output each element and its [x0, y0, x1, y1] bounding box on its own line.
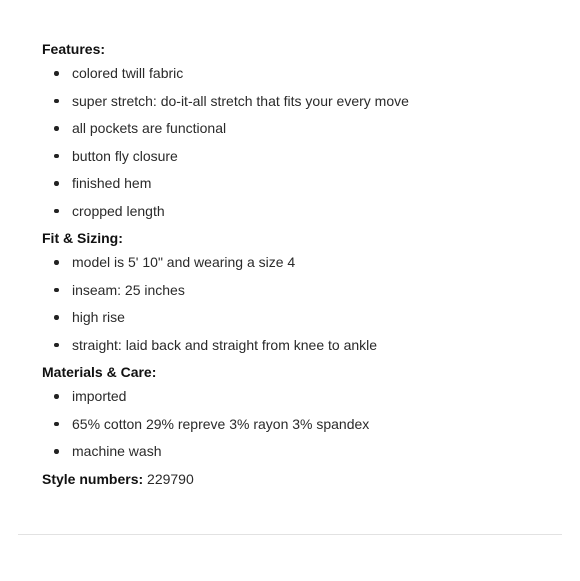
materials-care-list	[42, 387, 562, 460]
list-item-text: cropped length	[72, 202, 165, 219]
list-item-text: imported	[72, 388, 127, 404]
fit-sizing-heading: Fit & Sizing:	[42, 230, 123, 246]
list-item	[42, 174, 562, 192]
list-item	[42, 202, 562, 220]
list-item	[42, 308, 562, 326]
bullet-icon	[54, 126, 59, 131]
list-item	[42, 147, 562, 165]
bullet-icon	[54, 422, 59, 427]
bullet-icon	[54, 71, 59, 76]
bullet-icon	[54, 343, 59, 348]
list-item-text: all pockets are functional	[72, 120, 227, 136]
list-item-text: button fly closure	[72, 147, 178, 164]
bullet-icon	[54, 181, 59, 186]
style-numbers-value: 229790	[147, 470, 194, 487]
list-item	[42, 64, 562, 82]
fit-sizing-list	[42, 253, 562, 354]
list-item-text: machine wash	[72, 443, 162, 459]
list-item-text: model is 5' 10" and wearing a size 4	[72, 254, 296, 270]
bullet-icon	[54, 99, 59, 104]
list-item	[42, 119, 562, 137]
style-numbers	[42, 470, 562, 488]
list-item-text: inseam: 25 inches	[72, 281, 185, 298]
features-list	[42, 64, 562, 220]
bullet-icon	[54, 315, 59, 320]
list-item	[42, 387, 562, 405]
bullet-icon	[54, 209, 59, 214]
list-item	[42, 281, 562, 299]
list-item	[42, 336, 562, 354]
list-item-text: 65% cotton 29% repreve 3% rayon 3% spandex	[72, 415, 370, 432]
list-item-text: straight: laid back and straight from knee to ankle	[72, 336, 378, 353]
list-item-text: finished hem	[72, 175, 152, 191]
product-details	[42, 36, 562, 488]
style-numbers-label: Style numbers:	[42, 470, 144, 487]
features-heading: Features:	[42, 41, 106, 57]
section-divider	[18, 534, 562, 535]
bullet-icon	[54, 154, 59, 159]
list-item	[42, 92, 562, 110]
list-item-text: super stretch: do-it-all stretch that fits your every move	[72, 92, 409, 109]
bullet-icon	[54, 394, 59, 399]
list-item-text: high rise	[72, 309, 125, 325]
list-item	[42, 253, 562, 271]
materials-care-heading: Materials & Care:	[42, 364, 157, 380]
bullet-icon	[54, 288, 59, 293]
list-item-text: colored twill fabric	[72, 65, 184, 81]
bullet-icon	[54, 449, 59, 454]
list-item	[42, 415, 562, 433]
list-item	[42, 442, 562, 460]
bullet-icon	[54, 260, 59, 265]
